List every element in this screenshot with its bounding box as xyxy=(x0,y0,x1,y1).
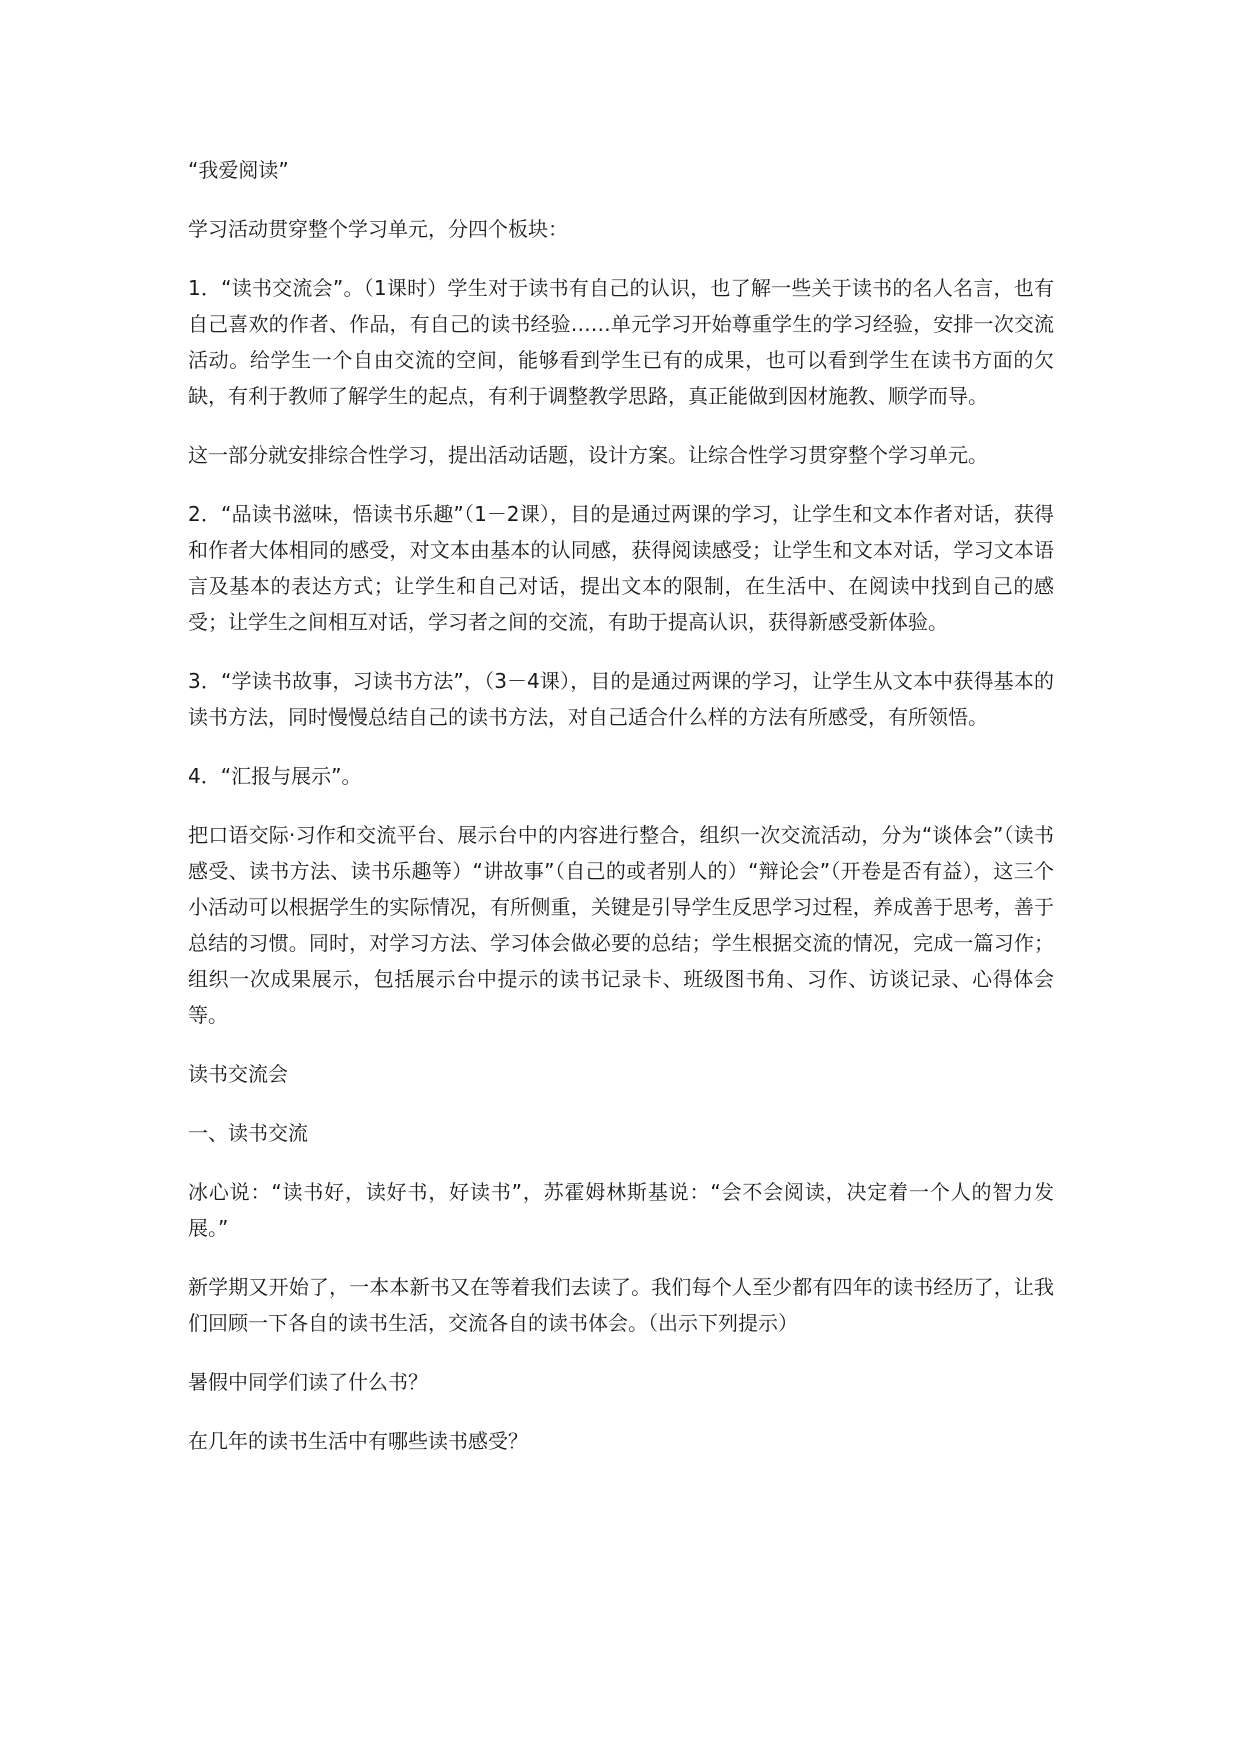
section-4-paragraph: 把口语交际·习作和交流平台、展示台中的内容进行整合，组织一次交流活动，分为“谈体会”（读书感受、读书方法、读书乐趣等）“讲故事”（自己的或者别人的）“辩论会”（开卷是否有益），这三个小活动可以根据学生的实际情况，有所侧重，关键是引导学生反思学习过程，养成善于思考，善于总结的习惯。同时，对学习方法、学习体会做必要的总结；学生根据交流的情况，完成一篇习作；组织一次成果展示，包括展示台中提示的读书记录卡、班级图书角、习作、访谈记录、心得体会等。 xyxy=(188,823,1054,1027)
new-term-paragraph: 新学期又开始了，一本本新书又在等着我们去读了。我们每个人至少都有四年的读书经历了，让我们回顾一下各自的读书生活，交流各自的读书体会。（出示下列提示） xyxy=(188,1275,1054,1335)
section-1-note-paragraph: 这一部分就安排综合性学习，提出活动话题，设计方案。让综合性学习贯穿整个学习单元。 xyxy=(188,443,988,467)
lesson-part-1-heading: 一、读书交流 xyxy=(188,1121,308,1145)
prompt-question-2: 在几年的读书生活中有哪些读书感受？ xyxy=(188,1429,528,1453)
lesson-title: 读书交流会 xyxy=(188,1062,288,1086)
quote-paragraph: 冰心说：“读书好，读好书，好读书”，苏霍姆林斯基说：“会不会阅读，决定着一个人的智力发展。” xyxy=(188,1180,1054,1240)
doc-title: “我爱阅读” xyxy=(188,158,289,182)
section-3-paragraph: 3．“学读书故事，习读书方法”，（3－4课），目的是通过两课的学习，让学生从文本中获得基本的读书方法，同时慢慢总结自己的读书方法，对自己适合什么样的方法有所感受，有所领悟。 xyxy=(188,669,1054,729)
section-2-paragraph: 2．“品读书滋味，悟读书乐趣”（1－2课），目的是通过两课的学习，让学生和文本作者对话，获得和作者大体相同的感受，对文本由基本的认同感，获得阅读感受；让学生和文本对话，学习文本语言及基本的表达方式；让学生和自己对话，提出文本的限制，在生活中、在阅读中找到自己的感受；让学生之间相互对话，学习者之间的交流，有助于提高认识，获得新感受新体验。 xyxy=(188,502,1054,634)
section-1-paragraph: 1．“读书交流会”。（1课时）学生对于读书有自己的认识，也了解一些关于读书的名人名言，也有自己喜欢的作者、作品，有自己的读书经验……单元学习开始尊重学生的学习经验，安排一次交流活动。给学生一个自由交流的空间，能够看到学生已有的成果，也可以看到学生在读书方面的欠缺，有利于教师了解学生的起点，有利于调整教学思路，真正能做到因材施教、顺学而导。 xyxy=(188,276,1054,408)
document-body xyxy=(188,152,1054,1482)
section-4-heading: 4．“汇报与展示”。 xyxy=(188,764,362,788)
prompt-question-1: 暑假中同学们读了什么书？ xyxy=(188,1370,428,1394)
intro-paragraph: 学习活动贯穿整个学习单元，分四个板块： xyxy=(188,217,568,241)
